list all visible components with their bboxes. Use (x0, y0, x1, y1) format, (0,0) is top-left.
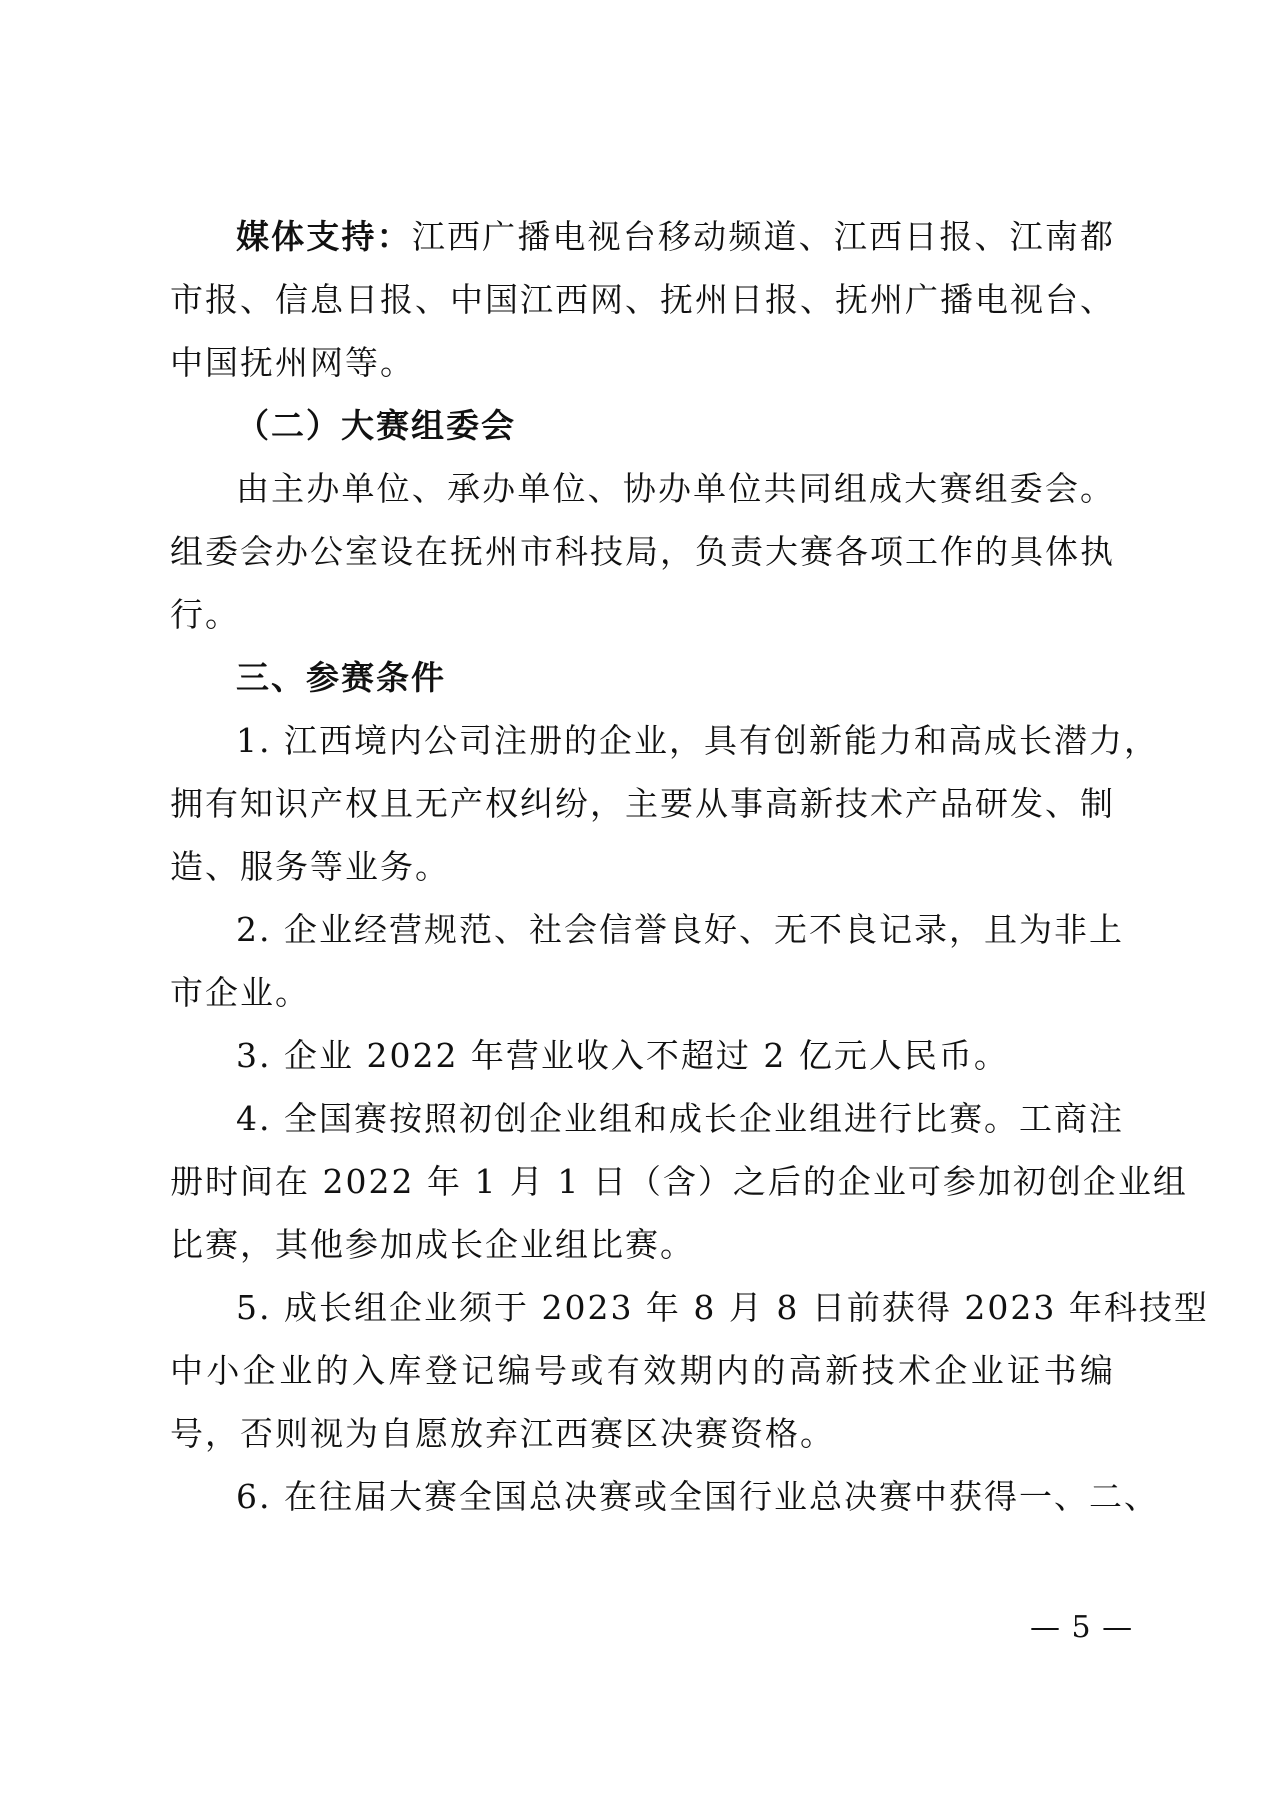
committee-heading: （二）大赛组委会 (236, 406, 516, 445)
condition-4-line-3: 比赛，其他参加成长企业组比赛。 (170, 1225, 695, 1264)
condition-2-line-2: 市企业。 (170, 973, 310, 1012)
media-support-label: 媒体支持： (236, 217, 412, 256)
condition-1-line-3: 造、服务等业务。 (170, 847, 450, 886)
condition-5-line-1: 5. 成长组企业须于 2023 年 8 月 8 日前获得 2023 年科技型 (236, 1288, 1209, 1327)
condition-3-line-1: 3. 企业 2022 年营业收入不超过 2 亿元人民币。 (236, 1036, 1009, 1075)
condition-1-line-1: 1. 江西境内公司注册的企业，具有创新能力和高成长潜力， (236, 721, 1159, 760)
committee-line-3: 行。 (170, 595, 240, 634)
condition-4-line-2: 册时间在 2022 年 1 月 1 日（含）之后的企业可参加初创企业组 (170, 1162, 1188, 1201)
conditions-heading: 三、参赛条件 (236, 658, 446, 697)
document-body (170, 205, 1209, 1528)
committee-line-2: 组委会办公室设在抚州市科技局，负责大赛各项工作的具体执 (170, 532, 1115, 571)
condition-4-line-1: 4. 全国赛按照初创企业组和成长企业组进行比赛。工商注 (236, 1099, 1124, 1138)
condition-5-line-2: 中小企业的入库登记编号或有效期内的高新技术企业证书编 (170, 1351, 1115, 1390)
page-number: — 5 — (1030, 1610, 1134, 1645)
condition-6-line-1: 6. 在往届大赛全国总决赛或全国行业总决赛中获得一、二、 (236, 1477, 1159, 1516)
condition-5-line-3: 号，否则视为自愿放弃江西赛区决赛资格。 (170, 1414, 835, 1453)
media-support-line-1: 媒体支持：江西广播电视台移动频道、江西日报、江南都 (236, 217, 1116, 256)
condition-2-line-1: 2. 企业经营规范、社会信誉良好、无不良记录，且为非上 (236, 910, 1124, 949)
media-support-line-3: 中国抚州网等。 (170, 343, 415, 382)
committee-line-1: 由主办单位、承办单位、协办单位共同组成大赛组委会。 (236, 469, 1115, 508)
condition-1-line-2: 拥有知识产权且无产权纠纷，主要从事高新技术产品研发、制 (170, 784, 1115, 823)
media-support-line-2: 市报、信息日报、中国江西网、抚州日报、抚州广播电视台、 (170, 280, 1115, 319)
